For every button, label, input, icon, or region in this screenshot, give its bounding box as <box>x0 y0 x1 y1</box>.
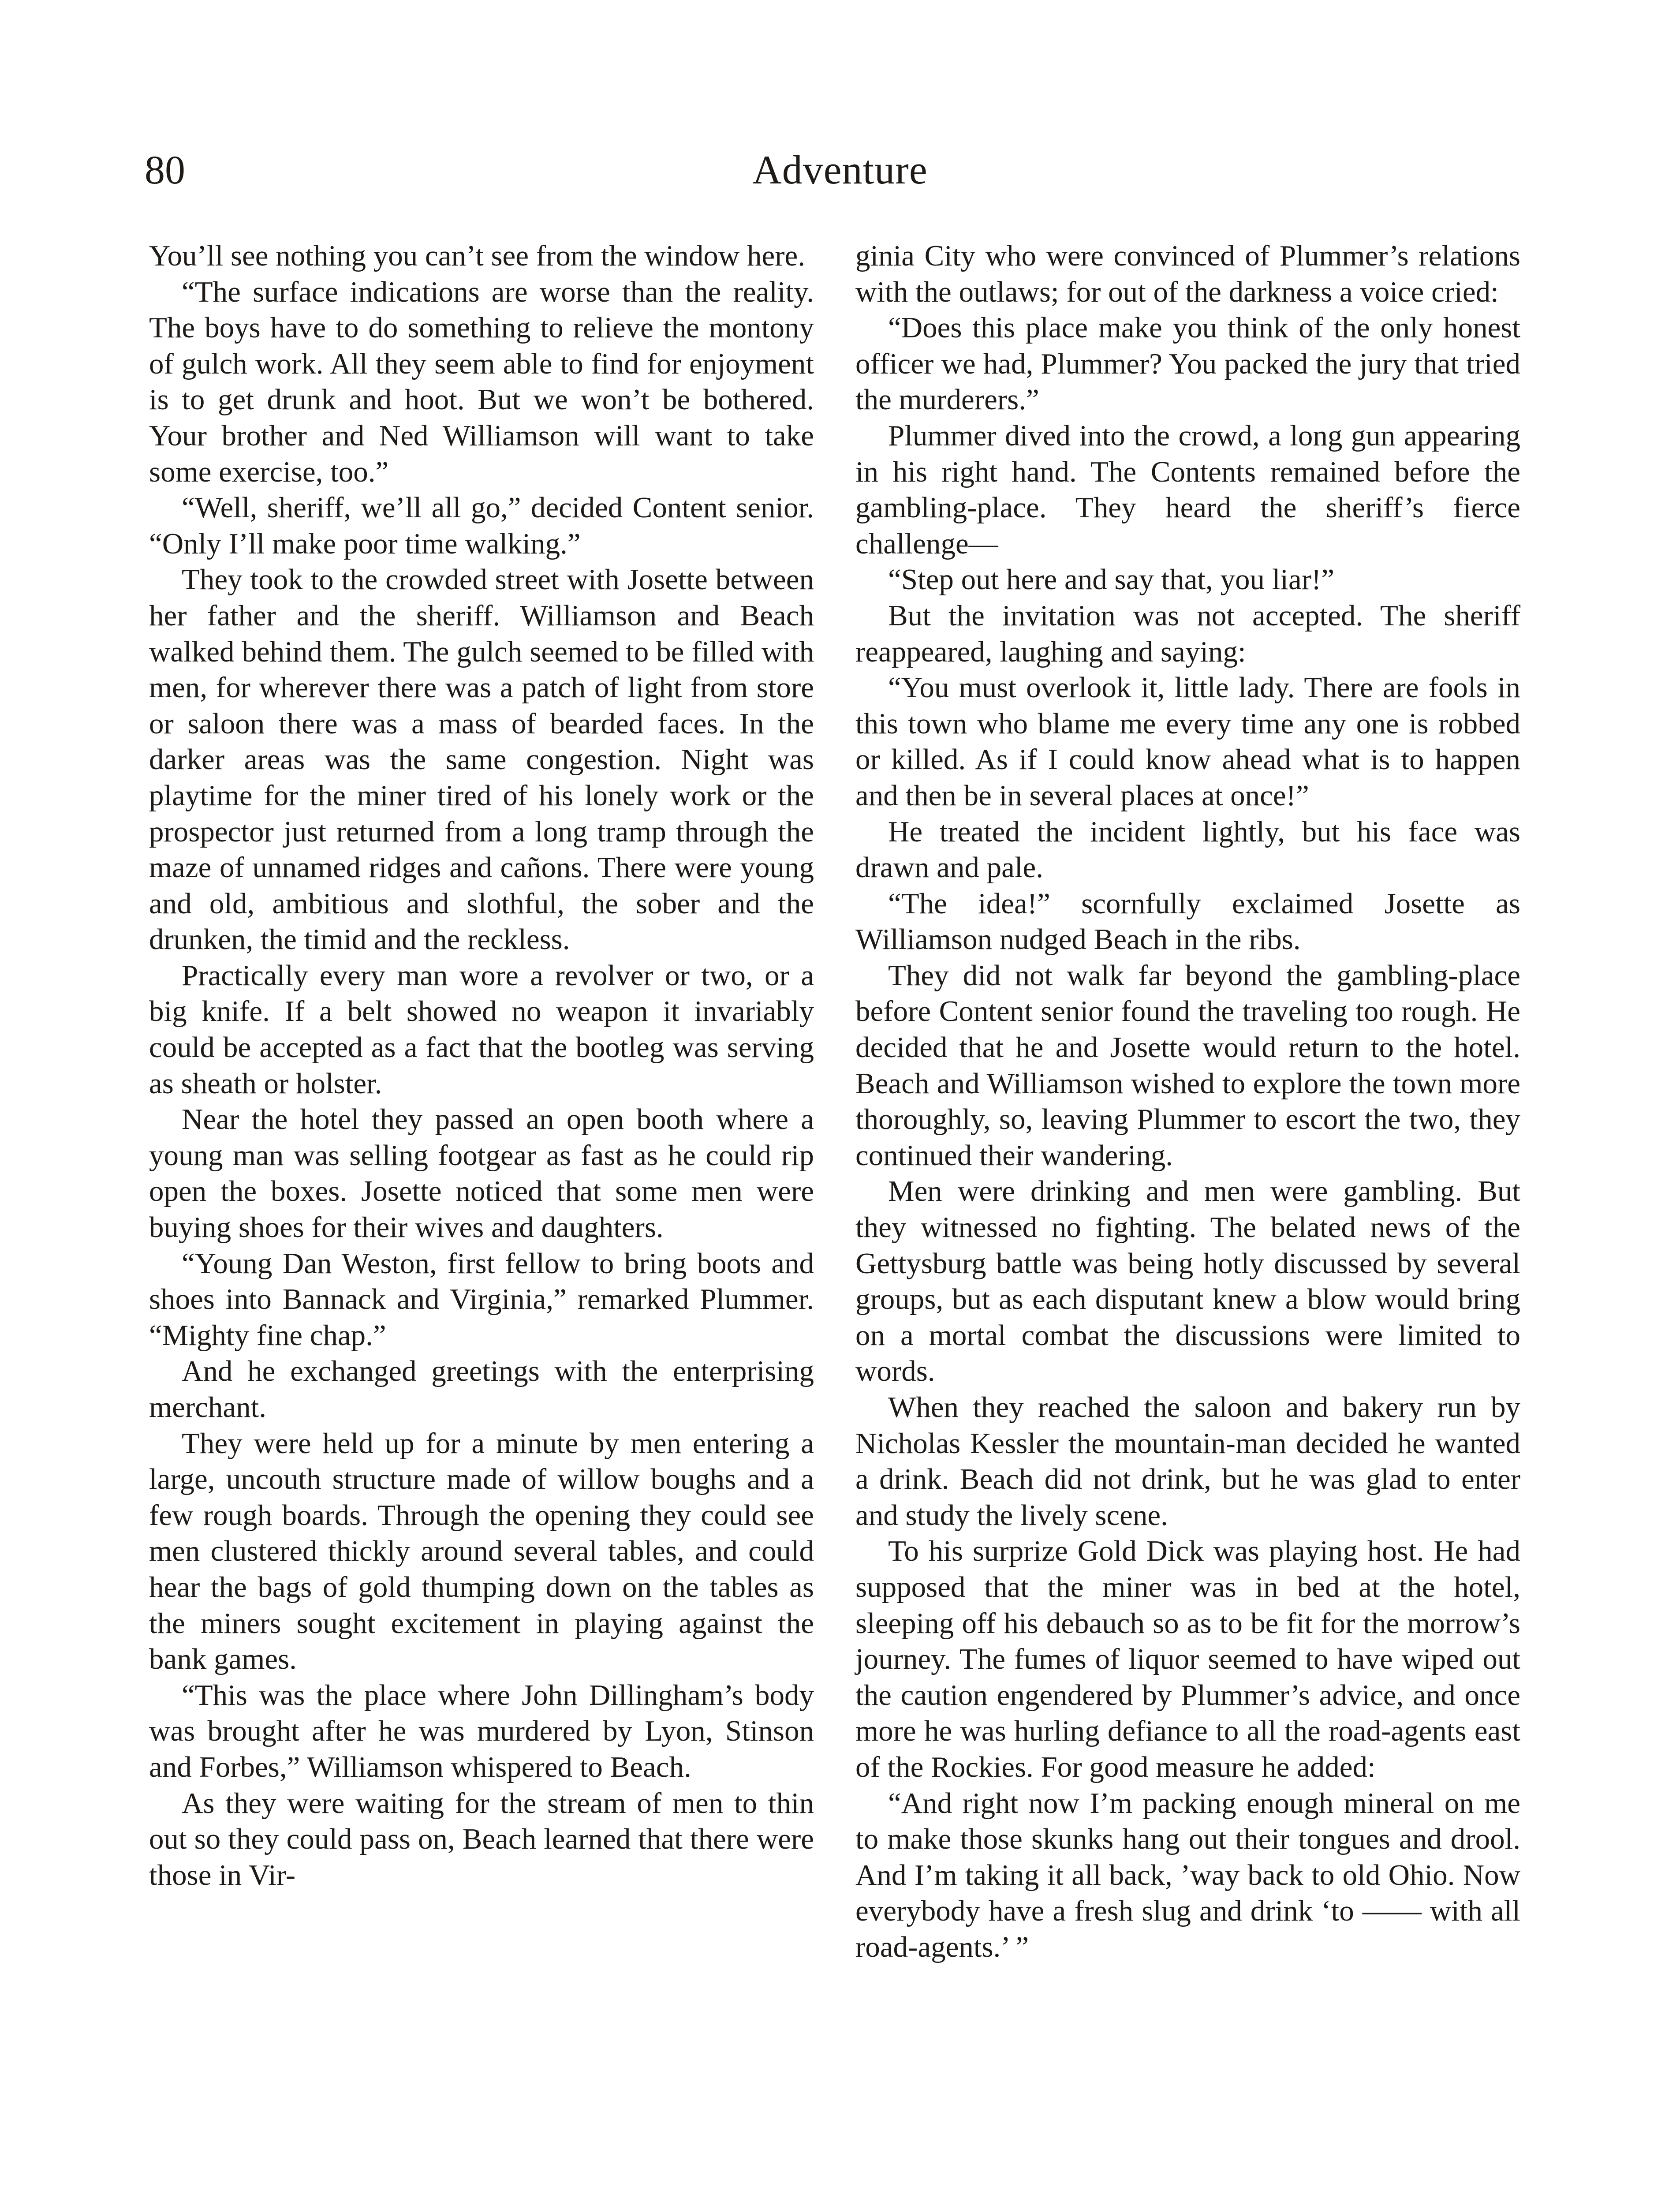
right-column <box>855 238 1520 1966</box>
paragraph: Practically every man wore a revolver or two, or a big knife. If a belt showed no weapon it invariably could be accepted as a fact that the bootleg was serving as sheath or holster. <box>149 959 814 1100</box>
paragraph: “Well, sheriff, we’ll all go,” decided Content senior. “Only I’ll make poor time walking.” <box>149 491 814 560</box>
paragraph: You’ll see nothing you can’t see from the window here. <box>149 239 806 272</box>
paragraph: And he exchanged greetings with the enterprising merchant. <box>149 1355 814 1424</box>
paragraph: “This was the place where John Dillingham’s body was brought after he was murdered by Lyon, Stinson and Forbes,” Williamson whispered to Beach. <box>149 1678 814 1783</box>
paragraph: Men were drinking and men were gambling. But they witnessed no fighting. The belated news of the Gettysburg battle was being hotly discussed by several groups, but as each disputant knew a blow would bring on a mortal combat the discussions were limited to words. <box>855 1175 1520 1388</box>
running-head-title: Adventure <box>752 147 928 192</box>
paragraph: ginia City who were convinced of Plummer’s relations with the outlaws; for out of the darkness a voice cried: <box>855 239 1520 308</box>
paragraph: “Does this place make you think of the only honest officer we had, Plummer? You packed the jury that tried the murderers.” <box>855 311 1520 416</box>
paragraph: They did not walk far beyond the gambling-place before Content senior found the traveling too rough. He decided that he and Josette would return to the hotel. Beach and Williamson wished to explore the town more thoroughly, so, leaving Plummer to escort the two, they continued their wandering. <box>855 959 1520 1172</box>
paragraph: When they reached the saloon and bakery run by Nicholas Kessler the mountain-man decided he wanted a drink. Beach did not drink, but he was glad to enter and study the lively scene. <box>855 1391 1520 1532</box>
paragraph: To his surprize Gold Dick was playing host. He had supposed that the miner was in bed at the hotel, sleeping off his debauch so as to be fit for the morrow’s journey. The fumes of liquor seemed to have wiped out the caution engendered by Plummer’s advice, and once more he was hurling defiance to all the road-agents east of the Rockies. For good measure he added: <box>855 1535 1520 1783</box>
paragraph: “The surface indications are worse than the reality. The boys have to do something to relieve the montony of gulch work. All they seem able to find for enjoyment is to get drunk and hoot. But we won’t be bothered. Your brother and Ned Williamson will want to take some exercise, too.” <box>149 275 814 488</box>
paragraph: They took to the crowded street with Josette between her father and the sheriff. Williamson and Beach walked behind them. The gulch seemed to be filled with men, for wherever there was a patch of light from store or saloon there was a mass of bearded faces. In the darker areas was the same congestion. Night was playtime for the miner tired of his lonely work or the prospector just returned from a long tramp through the maze of unnamed ridges and cañons. There were young and old, ambitious and slothful, the sober and the drunken, the timid and the reckless. <box>149 563 814 956</box>
paragraph: He treated the incident lightly, but his face was drawn and pale. <box>855 815 1520 884</box>
paragraph: “Young Dan Weston, first fellow to bring boots and shoes into Bannack and Virginia,” remarked Plummer. “Mighty fine chap.” <box>149 1247 814 1352</box>
paragraph: But the invitation was not accepted. The sheriff reappeared, laughing and saying: <box>855 599 1520 668</box>
paragraph: Plummer dived into the crowd, a long gun appearing in his right hand. The Contents remained before the gambling-place. They heard the sheriff’s fierce challenge— <box>855 419 1520 560</box>
left-column <box>149 238 814 1893</box>
paragraph: Near the hotel they passed an open booth where a young man was selling footgear as fast as he could rip open the boxes. Josette noticed that some men were buying shoes for their wives and daughters. <box>149 1103 814 1244</box>
paragraph: “You must overlook it, little lady. There are fools in this town who blame me every time any one is robbed or killed. As if I could know ahead what is to happen and then be in several places at once!” <box>855 671 1520 812</box>
page-number: 80 <box>145 147 185 192</box>
paragraph: “Step out here and say that, you liar!” <box>888 563 1335 596</box>
paragraph: “The idea!” scornfully exclaimed Josette as Williamson nudged Beach in the ribs. <box>855 887 1520 956</box>
paragraph: As they were waiting for the stream of men to thin out so they could pass on, Beach learned that there were those in Vir- <box>149 1786 814 1891</box>
paragraph: “And right now I’m packing enough mineral on me to make those skunks hang out their tongues and drool. And I’m taking it all back, ’way back to old Ohio. Now everybody have a fresh slug and drink ‘to —— with all road-agents.’ ” <box>855 1786 1520 1963</box>
paragraph: They were held up for a minute by men entering a large, uncouth structure made of willow boughs and a few rough boards. Through the opening they could see men clustered thickly around several tables, and could hear the bags of gold thumping down on the tables as the miners sought excitement in playing against the bank games. <box>149 1427 814 1676</box>
